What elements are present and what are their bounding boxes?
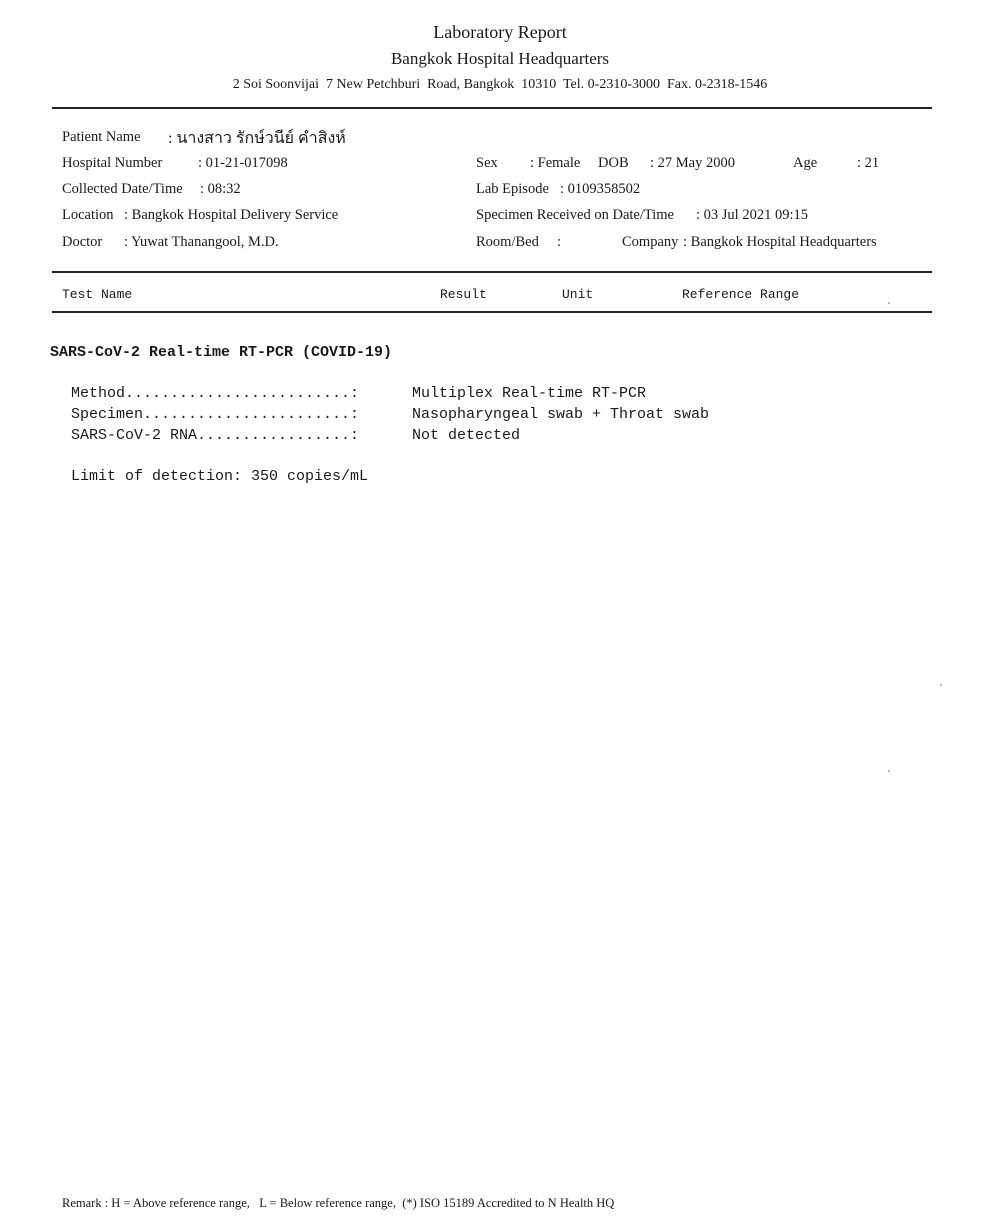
scan-speck: [888, 770, 890, 772]
info-divider: [52, 271, 932, 273]
column-test-name: Test Name: [62, 287, 133, 302]
collected-datetime-value: : 08:32: [200, 181, 241, 197]
hospital-name: Bangkok Hospital Headquarters: [390, 49, 610, 68]
column-divider: [52, 311, 932, 313]
specimen-label: Specimen.......................:: [71, 406, 360, 423]
method-value: Multiplex Real-time RT-PCR: [412, 385, 647, 402]
specimen-received-value: : 03 Jul 2021 09:15: [696, 207, 808, 223]
test-title: SARS-CoV-2 Real-time RT-PCR (COVID-19): [50, 344, 393, 361]
footer-remark: Remark : H = Above reference range, L = Below reference range, (*) ISO 15189 Accredited to N Health HQ: [62, 1196, 615, 1210]
hospital-number-label: Hospital Number: [62, 155, 163, 171]
age-label: Age: [793, 155, 818, 171]
sex-label: Sex: [476, 155, 498, 171]
report-title: Laboratory Report: [433, 22, 567, 42]
dob-label: DOB: [598, 155, 629, 171]
method-label: Method.........................:: [71, 385, 360, 402]
limit-of-detection: Limit of detection: 350 copies/mL: [71, 468, 369, 485]
column-reference-range: Reference Range: [682, 287, 800, 302]
rna-label: SARS-CoV-2 RNA.................:: [71, 427, 360, 444]
scan-speck: [940, 684, 942, 686]
age-value: : 21: [857, 155, 880, 171]
rna-result-value: Not detected: [412, 427, 521, 444]
collected-datetime-label: Collected Date/Time: [62, 181, 183, 197]
location-value: : Bangkok Hospital Delivery Service: [124, 207, 339, 223]
lab-episode-label: Lab Episode: [476, 181, 549, 197]
hospital-number-value: : 01-21-017098: [198, 155, 288, 171]
specimen-value: Nasopharyngeal swab + Throat swab: [412, 406, 710, 423]
hospital-address: 2 Soi Soonvijai 7 New Petchburi Road, Bangkok 10310 Tel. 0-2310-3000 Fax. 0-2318-1546: [232, 77, 768, 92]
patient-name-value: : นางสาว รักษ์วนีย์ คำสิงห์: [168, 130, 346, 147]
company-label: Company: [622, 234, 679, 250]
specimen-received-label: Specimen Received on Date/Time: [476, 207, 674, 223]
sex-value: : Female: [530, 155, 581, 171]
column-unit: Unit: [562, 287, 594, 302]
company-value: : Bangkok Hospital Headquarters: [683, 234, 877, 250]
doctor-label: Doctor: [62, 234, 103, 250]
column-result: Result: [440, 287, 487, 302]
location-label: Location: [62, 207, 114, 223]
doctor-value: : Yuwat Thanangool, M.D.: [124, 234, 279, 250]
dob-value: : 27 May 2000: [650, 155, 735, 171]
patient-name-label: Patient Name: [62, 129, 141, 145]
room-bed-value: :: [557, 234, 562, 250]
lab-episode-value: : 0109358502: [560, 181, 641, 197]
header-divider: [52, 107, 932, 109]
scan-speck: [888, 302, 890, 304]
room-bed-label: Room/Bed: [476, 234, 539, 250]
